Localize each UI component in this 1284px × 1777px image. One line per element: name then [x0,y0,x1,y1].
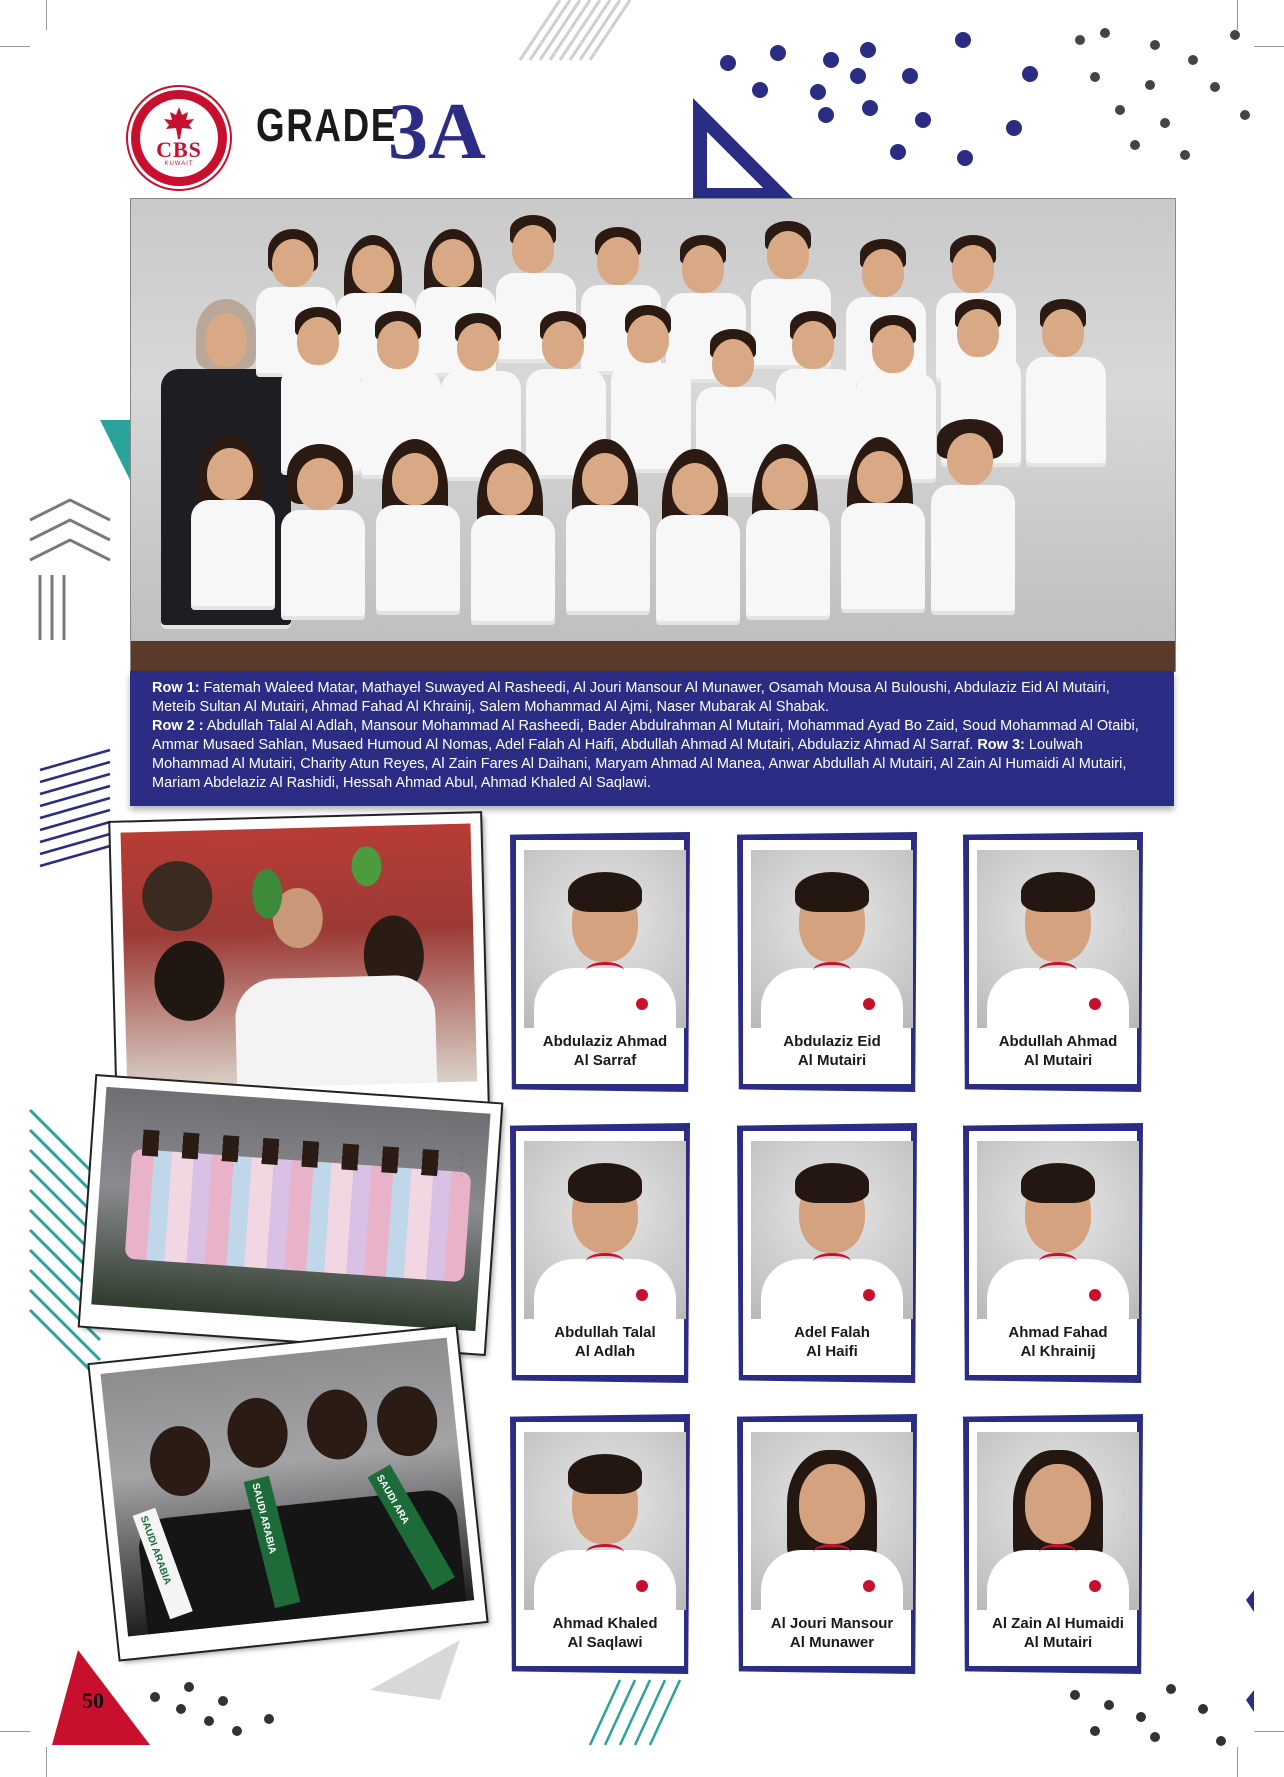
student-portrait [510,1414,690,1674]
portrait-name: Ahmad Fahad Al Khrainij [1008,1324,1108,1360]
portrait-name: Al Zain Al Humaidi Al Mutairi [992,1615,1124,1651]
sash-text: SAUDI ARA [373,1472,411,1527]
activity-photo-national-day [90,1327,487,1660]
logo-subtext: KUWAIT [164,161,194,167]
grade-label: GRADE [256,99,397,151]
class-group-photo [130,198,1176,672]
portrait-name: Adel Falah Al Haifi [794,1324,870,1360]
student-portrait [963,832,1143,1092]
sash-text: SAUDI ARABIA [137,1514,173,1587]
school-logo [131,90,227,186]
activity-photo-plants [110,813,487,1113]
student-portrait [737,832,917,1092]
sash-text: SAUDI ARABIA [249,1482,278,1555]
class-label: 3A [388,88,486,176]
roster-text [152,679,1152,793]
row2-label: Row 2 : [152,718,204,734]
row1-names: Fatemah Waleed Matar, Mathayel Suwayed Al Rasheedi, Al Jouri Mansour Al Munawer, Osamah Mousa Al Buloushi, Abdulaziz Eid Al Mutairi, Meteib Sultan Al Mutairi, Ahmad Fahad Al Khrainij, Salem Mohammad Al Ajmi, Naser Mubarak Al Shabak. [152,680,1110,715]
student-portrait [963,1123,1143,1383]
portrait-name: Ahmad Khaled Al Saqlawi [552,1615,658,1651]
activity-photo-pajama-day [80,1076,501,1354]
student-portrait [737,1123,917,1383]
portrait-name: Abdulaziz Eid Al Mutairi [783,1033,881,1069]
row3-label: Row 3: [977,737,1025,753]
portrait-name: Abdullah Ahmad Al Mutairi [998,1033,1118,1069]
portrait-name: Abdulaziz Ahmad Al Sarraf [542,1033,668,1069]
row1-label: Row 1: [152,680,200,696]
row3-names: Loulwah Mohammad Al Mutairi, Charity Atun Reyes, Al Zain Fares Al Daihani, Maryam Ahmad Al Manea, Anwar Abdullah Al Mutairi, Al Zain Al Humaidi Al Mutairi, Mariam Abdelaziz Al Rashidi, Hessah Ahmad Abul, Ahmad Khaled Al Saqlawi. [152,737,1127,791]
row2-names: Abdullah Talal Al Adlah, Mansour Mohammad Al Rasheedi, Bader Abdulrahman Al Mutairi, Mohammad Ayad Bo Zaid, Soud Mohammad Al Otaibi, Ammar Musaed Sahlan, Musaed Humoud Al Nomas, Adel Falah Al Haifi, Abdullah Ahmad Al Mutairi, Abdulaziz Ahmad Al Sarraf. [152,718,1139,753]
student-portrait [737,1414,917,1674]
maple-leaf-icon [162,107,196,139]
student-portrait [963,1414,1143,1674]
page-number: 50 [82,1688,104,1713]
portrait-name: Al Jouri Mansour Al Munawer [770,1615,894,1651]
portrait-name: Abdullah Talal Al Adlah [554,1324,656,1360]
logo-text: CBS [156,137,202,162]
student-portrait [510,832,690,1092]
student-portrait [510,1123,690,1383]
class-roster-caption [130,671,1174,806]
